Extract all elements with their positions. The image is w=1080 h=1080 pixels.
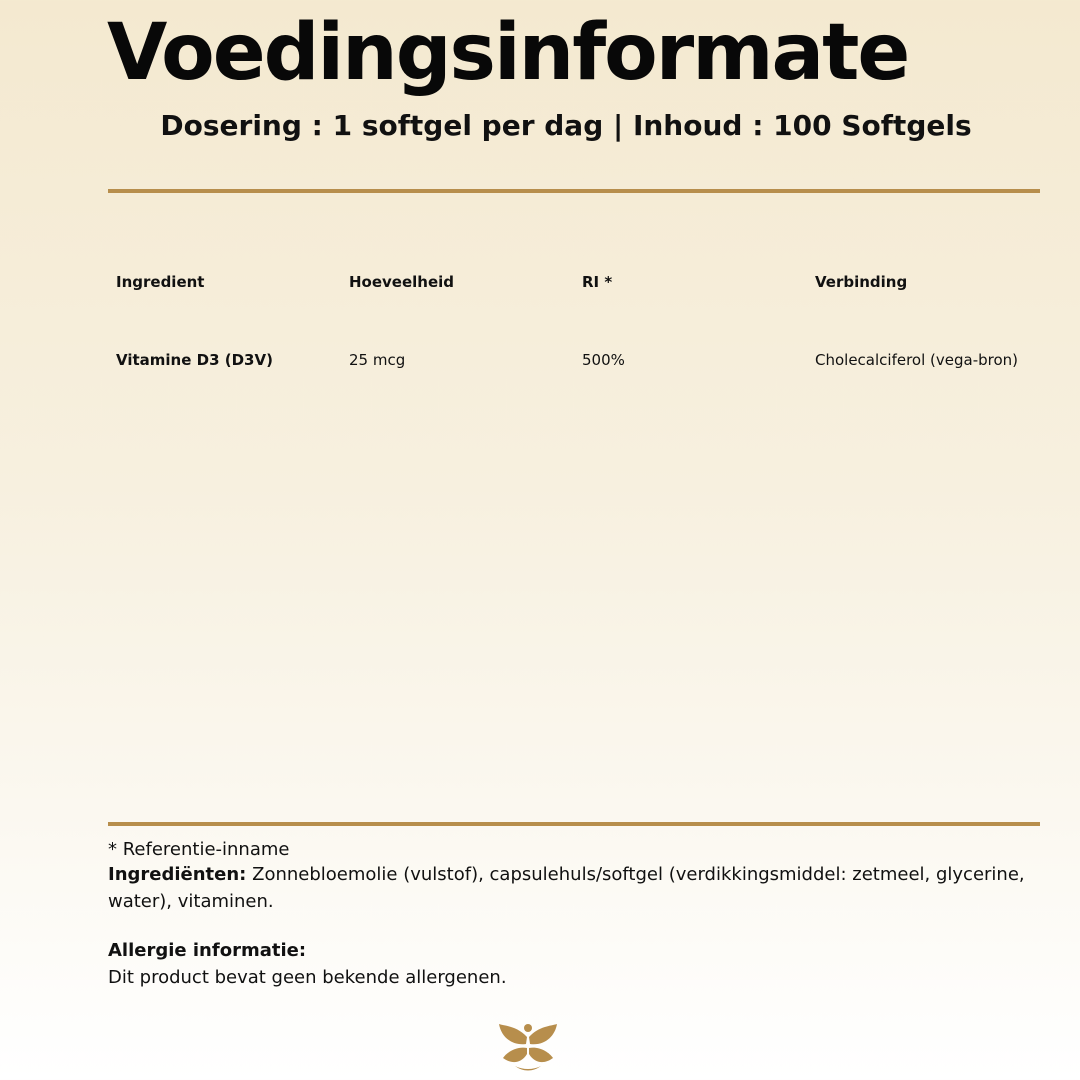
column-header-ri: RI *	[582, 273, 613, 291]
cell-amount: 25 mcg	[349, 351, 406, 369]
column-header-amount: Hoeveelheid	[349, 273, 455, 291]
ri-footnote: * Referentie-inname	[108, 839, 290, 860]
ingredients-list: Zonnebloemolie (vulstof), capsulehuls/softgel (verdikkingsmiddel: zetmeel, glycerine, water), vitaminen.	[108, 864, 1025, 912]
page-title: Voedingsinformate	[107, 8, 909, 98]
leaf-figure-icon	[497, 1020, 559, 1072]
cell-compound: Cholecalciferol (vega-bron)	[815, 351, 1019, 369]
divider-top	[108, 189, 1040, 193]
ingredients-label: Ingrediënten:	[108, 864, 247, 885]
brand-logo	[497, 1020, 559, 1072]
column-header-compound: Verbinding	[815, 273, 908, 291]
page-subtitle: Dosering : 1 softgel per dag | Inhoud : 100 Softgels	[160, 109, 972, 142]
divider-bottom	[108, 822, 1040, 826]
allergy-text: Dit product bevat geen bekende allergenen.	[108, 967, 507, 988]
cell-ri: 500%	[582, 351, 625, 369]
column-header-ingredient: Ingredient	[116, 273, 205, 291]
ingredients-text	[108, 861, 1080, 915]
cell-ingredient: Vitamine D3 (D3V)	[116, 351, 273, 369]
allergy-heading: Allergie informatie:	[108, 940, 307, 961]
